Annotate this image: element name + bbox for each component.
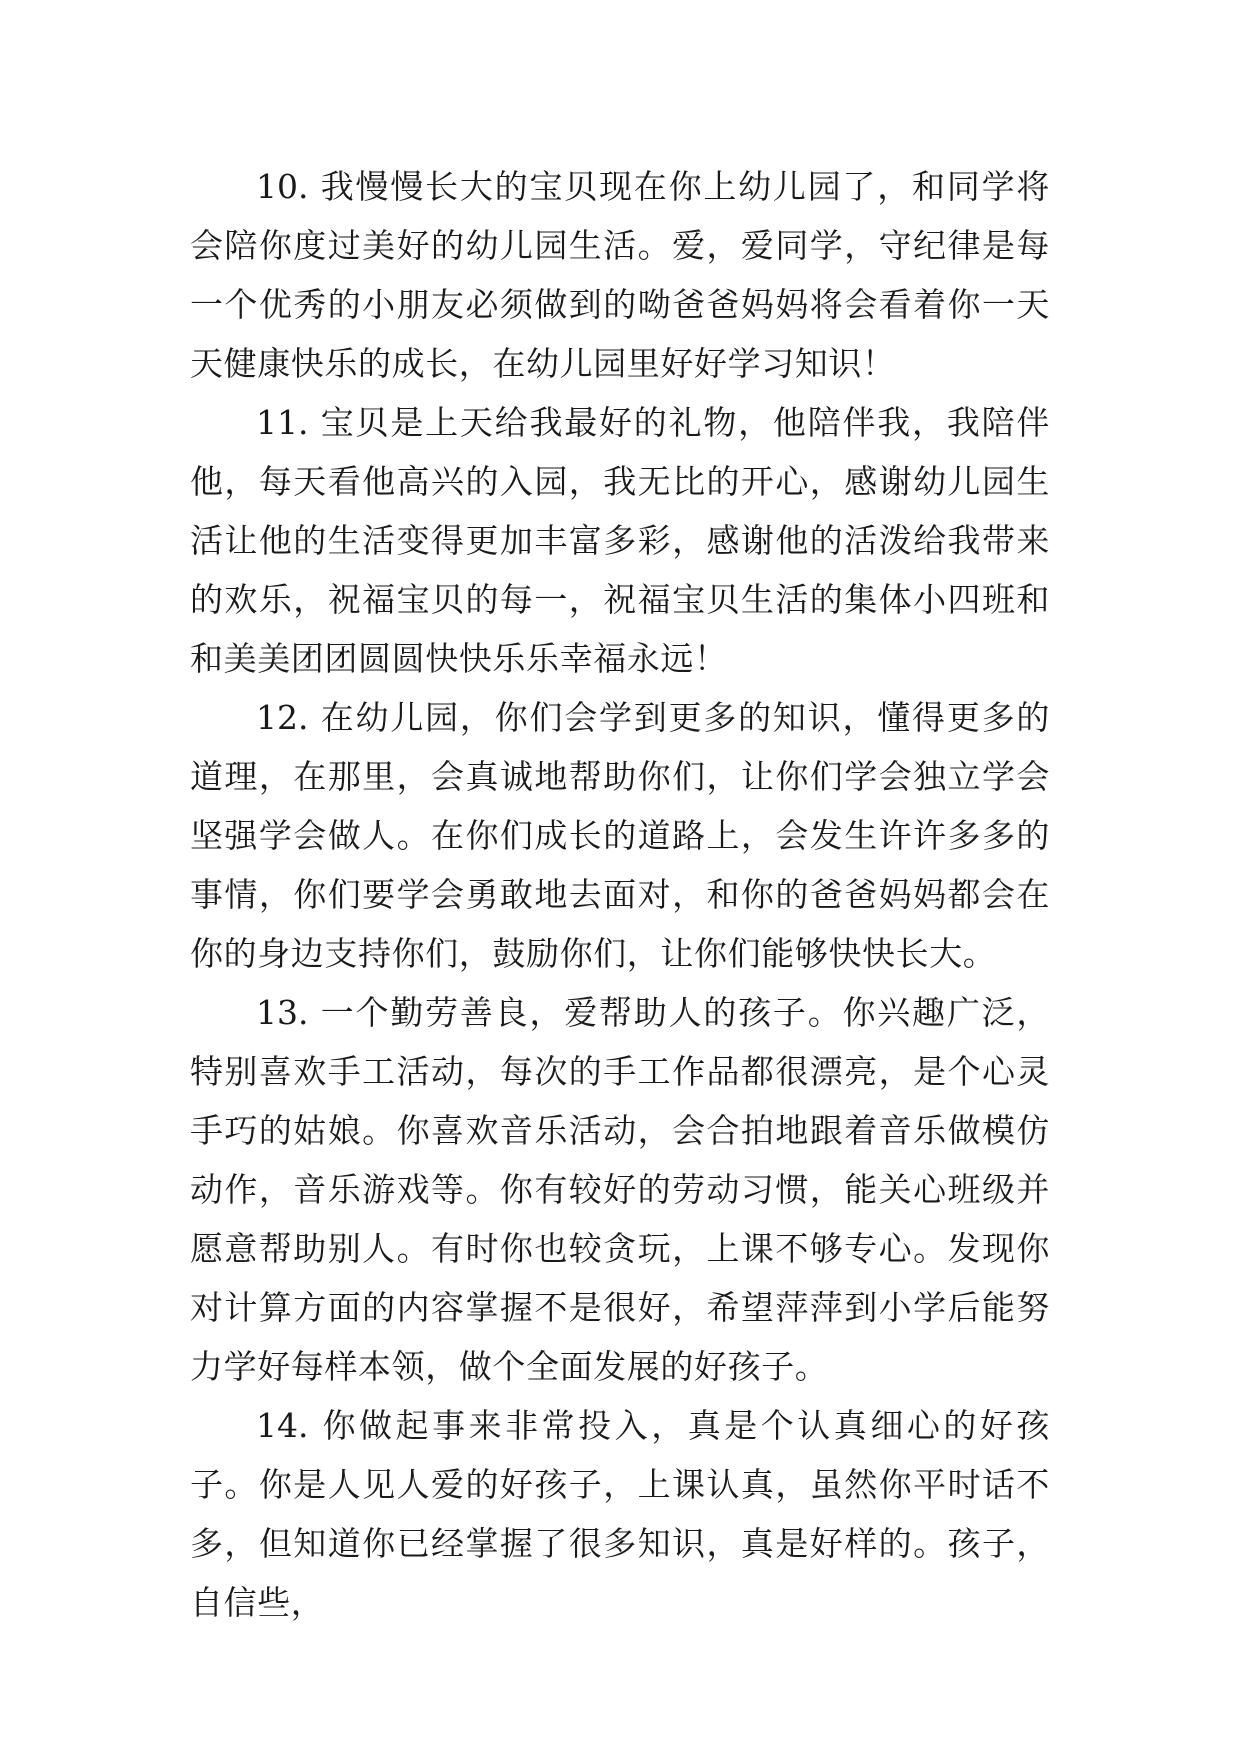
paragraph-14 [190,1396,1050,1632]
paragraph-number: 10. [256,167,309,206]
paragraph-text: 你做起事来非常投入，真是个认真细心的好孩子。你是人见人爱的好孩子，上课认真，虽然你平时话不多，但知道你已经掌握了很多知识，真是好样的。孩子，自信些， [190,1406,1051,1622]
paragraph-text: 在幼儿园，你们会学到更多的知识，懂得更多的道理，在那里，会真诚地帮助你们，让你们学会独立学会坚强学会做人。在你们成长的道路上，会发生许许多多的事情，你们要学会勇敢地去面对，和你的爸爸妈妈都会在你的身边支持你们，鼓励你们，让你们能够快快长大。 [190,698,1050,973]
paragraph-text: 我慢慢长大的宝贝现在你上幼儿园了，和同学将会陪你度过美好的幼儿园生活。爱，爱同学，守纪律是每一个优秀的小朋友必须做到的呦爸爸妈妈将会看着你一天天健康快乐的成长，在幼儿园里好好学习知识！ [190,167,1050,383]
paragraph-number: 14. [256,1406,309,1445]
paragraph-13 [190,983,1050,1396]
paragraph-number: 12. [256,698,309,737]
paragraph-10 [190,157,1050,393]
paragraph-11 [190,393,1050,688]
document-body [190,157,1050,1632]
paragraph-number: 11. [256,403,309,442]
paragraph-number: 13. [256,993,309,1032]
paragraph-12 [190,688,1050,983]
paragraph-text: 一个勤劳善良，爱帮助人的孩子。你兴趣广泛，特别喜欢手工活动，每次的手工作品都很漂亮，是个心灵手巧的姑娘。你喜欢音乐活动，会合拍地跟着音乐做模仿动作，音乐游戏等。你有较好的劳动习惯，能关心班级并愿意帮助别人。有时你也较贪玩，上课不够专心。发现你对计算方面的内容掌握不是很好，希望萍萍到小学后能努力学好每样本领，做个全面发展的好孩子。 [190,993,1050,1386]
paragraph-text: 宝贝是上天给我最好的礼物，他陪伴我，我陪伴他，每天看他高兴的入园，我无比的开心，感谢幼儿园生活让他的生活变得更加丰富多彩，感谢他的活泼给我带来的欢乐，祝福宝贝的每一，祝福宝贝生活的集体小四班和和美美团团圆圆快快乐乐幸福永远！ [190,403,1050,678]
